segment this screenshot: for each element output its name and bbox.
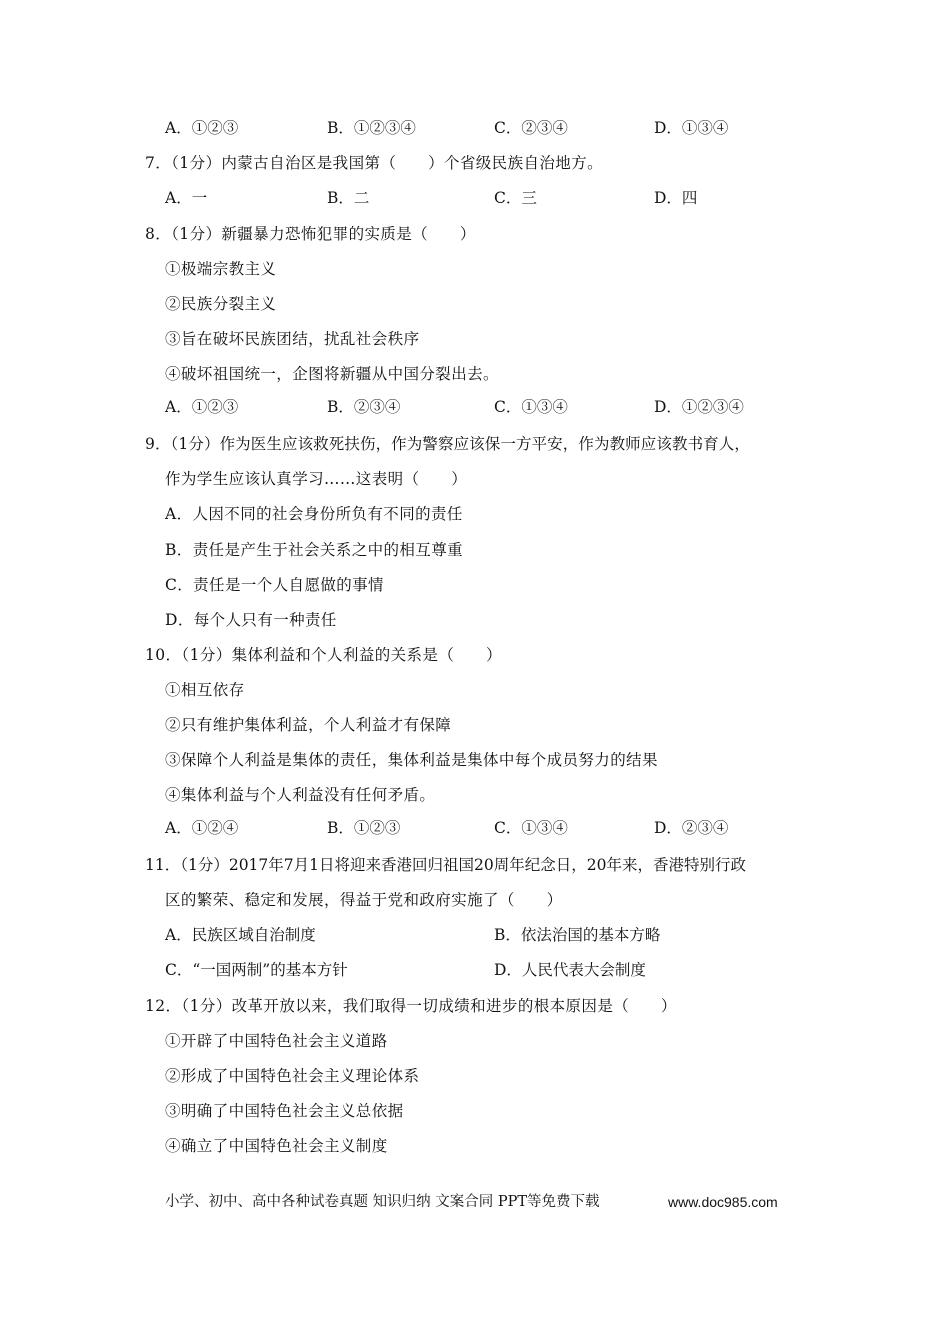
q8-option-b: B．②③④ xyxy=(327,398,401,416)
q9-option-b: B．责任是产生于社会关系之中的相互尊重 xyxy=(165,541,463,559)
q6-option-d: D．①③④ xyxy=(654,119,729,137)
q11-option-c: C．“一国两制”的基本方针 xyxy=(165,961,348,979)
q10-item-3: ③保障个人利益是集体的责任，集体利益是集体中每个成员努力的结果 xyxy=(165,751,658,769)
q10-stem: 10．（1分）集体利益和个人利益的关系是（ ） xyxy=(145,646,502,664)
q8-option-c: C．①③④ xyxy=(494,398,568,416)
q8-item-3: ③旨在破坏民族团结，扰乱社会秩序 xyxy=(165,330,420,348)
q7-option-d: D．四 xyxy=(654,189,698,207)
q10-item-1: ①相互依存 xyxy=(165,681,245,699)
q11-option-a: A．民族区域自治制度 xyxy=(165,926,316,944)
q10-option-d: D．②③④ xyxy=(654,819,729,837)
q9-option-d: D．每个人只有一种责任 xyxy=(165,611,337,629)
q8-stem: 8．（1分）新疆暴力恐怖犯罪的实质是（ ） xyxy=(145,225,476,243)
q9-option-a: A．人因不同的社会身份所负有不同的责任 xyxy=(165,505,463,523)
q10-item-2: ②只有维护集体利益，个人利益才有保障 xyxy=(165,716,452,734)
q10-option-a: A．①②④ xyxy=(165,819,239,837)
q11-option-d: D．人民代表大会制度 xyxy=(494,961,646,979)
q10-option-c: C．①③④ xyxy=(494,819,568,837)
q10-item-4: ④集体利益与个人利益没有任何矛盾。 xyxy=(165,786,436,804)
q7-option-a: A．一 xyxy=(165,189,208,207)
q11-stem-line-1: 11．（1分）2017年7月1日将迎来香港回归祖国20周年纪念日，20年来，香港特别行政 xyxy=(145,856,746,874)
q8-item-4: ④破坏祖国统一，企图将新疆从中国分裂出去。 xyxy=(165,365,499,383)
q12-stem: 12．（1分）改革开放以来，我们取得一切成绩和进步的根本原因是（ ） xyxy=(145,997,677,1015)
q7-stem: 7．（1分）内蒙古自治区是我国第（ ）个省级民族自治地方。 xyxy=(145,154,603,172)
q8-item-1: ①极端宗教主义 xyxy=(165,260,277,278)
q6-option-c: C．②③④ xyxy=(494,119,568,137)
q7-option-b: B．二 xyxy=(327,189,370,207)
q11-stem-line-2: 区的繁荣、稳定和发展，得益于党和政府实施了（ ） xyxy=(165,891,563,909)
q6-option-a: A．①②③ xyxy=(165,119,239,137)
footer-url[interactable]: www.doc985.com xyxy=(668,1194,778,1210)
q8-option-a: A．①②③ xyxy=(165,398,239,416)
q10-option-b: B．①②③ xyxy=(327,819,401,837)
q9-stem-line-2: 作为学生应该认真学习……这表明（ ） xyxy=(165,470,468,488)
q12-item-2: ②形成了中国特色社会主义理论体系 xyxy=(165,1067,420,1085)
q9-stem-line-1: 9．（1分）作为医生应该救死扶伤，作为警察应该保一方平安，作为教师应该教书育人， xyxy=(145,435,750,453)
q12-item-4: ④确立了中国特色社会主义制度 xyxy=(165,1137,388,1155)
q9-option-c: C．责任是一个人自愿做的事情 xyxy=(165,576,384,594)
q6-option-b: B．①②③④ xyxy=(327,119,416,137)
q11-option-b: B．依法治国的基本方略 xyxy=(494,926,661,944)
q8-item-2: ②民族分裂主义 xyxy=(165,295,277,313)
q8-option-d: D．①②③④ xyxy=(654,398,744,416)
q12-item-1: ①开辟了中国特色社会主义道路 xyxy=(165,1032,388,1050)
q7-option-c: C．三 xyxy=(494,189,537,207)
footer-text: 小学、初中、高中各种试卷真题 知识归纳 文案合同 PPT等免费下载 xyxy=(165,1194,600,1210)
q12-item-3: ③明确了中国特色社会主义总依据 xyxy=(165,1102,404,1120)
